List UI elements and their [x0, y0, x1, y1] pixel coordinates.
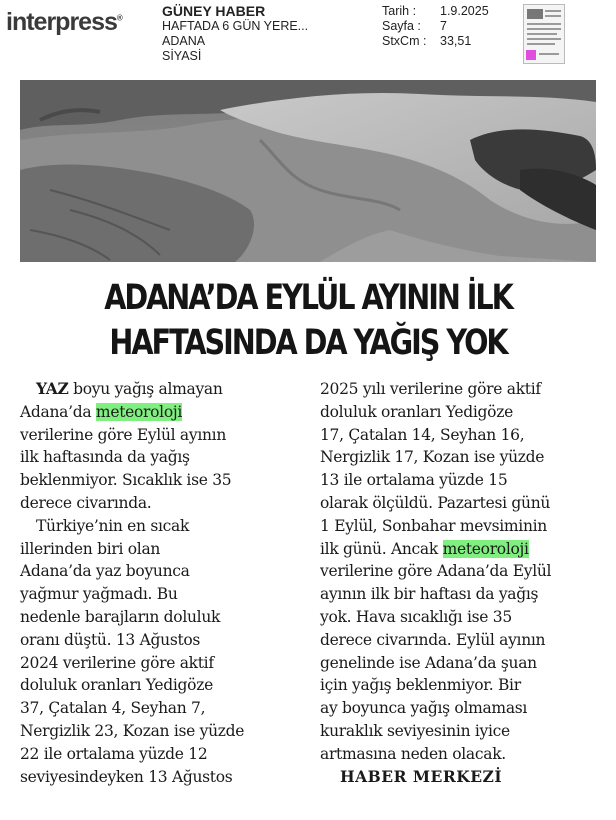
text-line: 17, Çatalan 14, Seyhan 16,: [320, 425, 525, 444]
text-line: artmasına neden olacak.: [320, 744, 506, 763]
text-line: olarak ölçüldü. Pazartesi günü: [320, 493, 551, 512]
thumbnail-image: [527, 9, 543, 19]
dam-aerial-photo: [20, 80, 596, 262]
text-line: 1 Eylül, Sonbahar mevsiminin: [320, 516, 547, 535]
interpress-logo: [6, 8, 122, 37]
thumbnail-line: [527, 28, 561, 30]
text-line: Adana’da yaz boyunca: [20, 562, 190, 581]
text-line: 2025 yılı verilerine göre aktif: [320, 380, 541, 398]
text-line: Türkiye’nin en sıcak: [36, 516, 190, 535]
text-line: [320, 538, 612, 561]
text-line: beklenmiyor. Sıcaklık ise 35: [20, 471, 232, 490]
logo-text: interpress: [6, 8, 117, 36]
meta-label: Tarih :: [382, 4, 417, 18]
thumbnail-line: [545, 15, 561, 17]
lead-word: YAZ: [36, 379, 69, 398]
article-byline: HABER MERKEZİ: [340, 766, 503, 786]
text-line: ayının ilk bir haftası da yağış: [320, 585, 539, 604]
text-line: Nergizlik 23, Kozan ise yüzde: [20, 721, 245, 740]
publication-frequency: HAFTADA 6 GÜN YERE...: [162, 19, 309, 33]
text-line: ilk haftasında da yağış: [20, 448, 190, 467]
article-column-right: [320, 378, 612, 788]
photo-illustration: [20, 80, 596, 262]
text-line: seviyesindeyken 13 Ağustos: [20, 767, 233, 786]
publication-city: ADANA: [162, 34, 206, 48]
text-line: 2024 verilerine göre aktif: [20, 653, 214, 672]
publication-name: GÜNEY HABER: [162, 3, 266, 19]
text-line: için yağış beklenmiyor. Bir: [320, 676, 521, 695]
highlighted-keyword: meteoroloji: [95, 402, 183, 421]
headline-line-2: HAFTASINDA DA YAĞIŞ YOK: [109, 323, 507, 363]
registered-mark: ®: [116, 13, 122, 23]
meta-label: Sayfa :: [382, 19, 421, 33]
article-column-left: [20, 378, 312, 788]
thumbnail-line: [527, 23, 561, 25]
text-line: verilerine göre Adana’da Eylül: [320, 562, 552, 581]
text-line: Nergizlik 17, Kozan ise yüzde: [320, 448, 545, 467]
text-line: derece civarında.: [20, 493, 152, 512]
thumbnail-line: [527, 43, 555, 45]
text-line: doluluk oranları Yedigöze: [20, 676, 213, 695]
text-line: ay boyunca yağış olmaması: [320, 699, 528, 718]
line-text: Adana’da: [20, 402, 92, 421]
meta-row-stxcm: [382, 34, 489, 49]
meta-row-page: [382, 19, 489, 34]
text-line: doluluk oranları Yedigöze: [320, 402, 513, 421]
meta-value: 7: [440, 19, 447, 33]
publication-category: SİYASİ: [162, 49, 202, 63]
text-line: oranı düştü. 13 Ağustos: [20, 630, 201, 649]
line-text: boyu yağış almayan: [73, 380, 223, 398]
highlighted-keyword: meteoroloji: [442, 539, 529, 558]
meta-value: 33,51: [440, 34, 472, 48]
text-line: kuraklık seviyesinin iyice: [320, 721, 510, 740]
headline-line-1: ADANA’DA EYLÜL AYININ İLK: [104, 278, 512, 318]
text-line: 37, Çatalan 4, Seyhan 7,: [20, 699, 206, 718]
text-line: illerinden biri olan: [20, 539, 161, 558]
thumbnail-line: [527, 33, 557, 35]
thumbnail-line: [545, 10, 561, 12]
text-line: [20, 378, 312, 401]
meta-row-date: [382, 4, 489, 19]
text-line: 13 ile ortalama yüzde 15: [320, 471, 508, 490]
text-line: [20, 401, 312, 424]
thumbnail-line: [527, 38, 561, 40]
page-thumbnail[interactable]: [523, 4, 565, 64]
text-line: genelinde ise Adana’da şuan: [320, 653, 537, 672]
text-line: nedenle barajların doluluk: [20, 607, 221, 626]
meta-value: 1.9.2025: [440, 4, 489, 18]
text-line: verilerine göre Eylül ayının: [20, 425, 227, 444]
clipping-meta: [382, 4, 489, 49]
publication-info: [162, 4, 308, 64]
thumbnail-highlight: [526, 50, 536, 60]
text-line: 22 ile ortalama yüzde 12: [20, 744, 208, 763]
text-line: yok. Hava sıcaklığı ise 35: [320, 607, 512, 626]
clipping-header: [0, 0, 616, 72]
text-line: derece civarında. Eylül ayının: [320, 630, 546, 649]
text-line: yağmur yağmadı. Bu: [20, 585, 178, 604]
article-headline: [72, 276, 544, 366]
meta-label: StxCm :: [382, 34, 427, 48]
line-text: ilk günü. Ancak: [320, 539, 438, 558]
thumbnail-line: [539, 53, 559, 55]
